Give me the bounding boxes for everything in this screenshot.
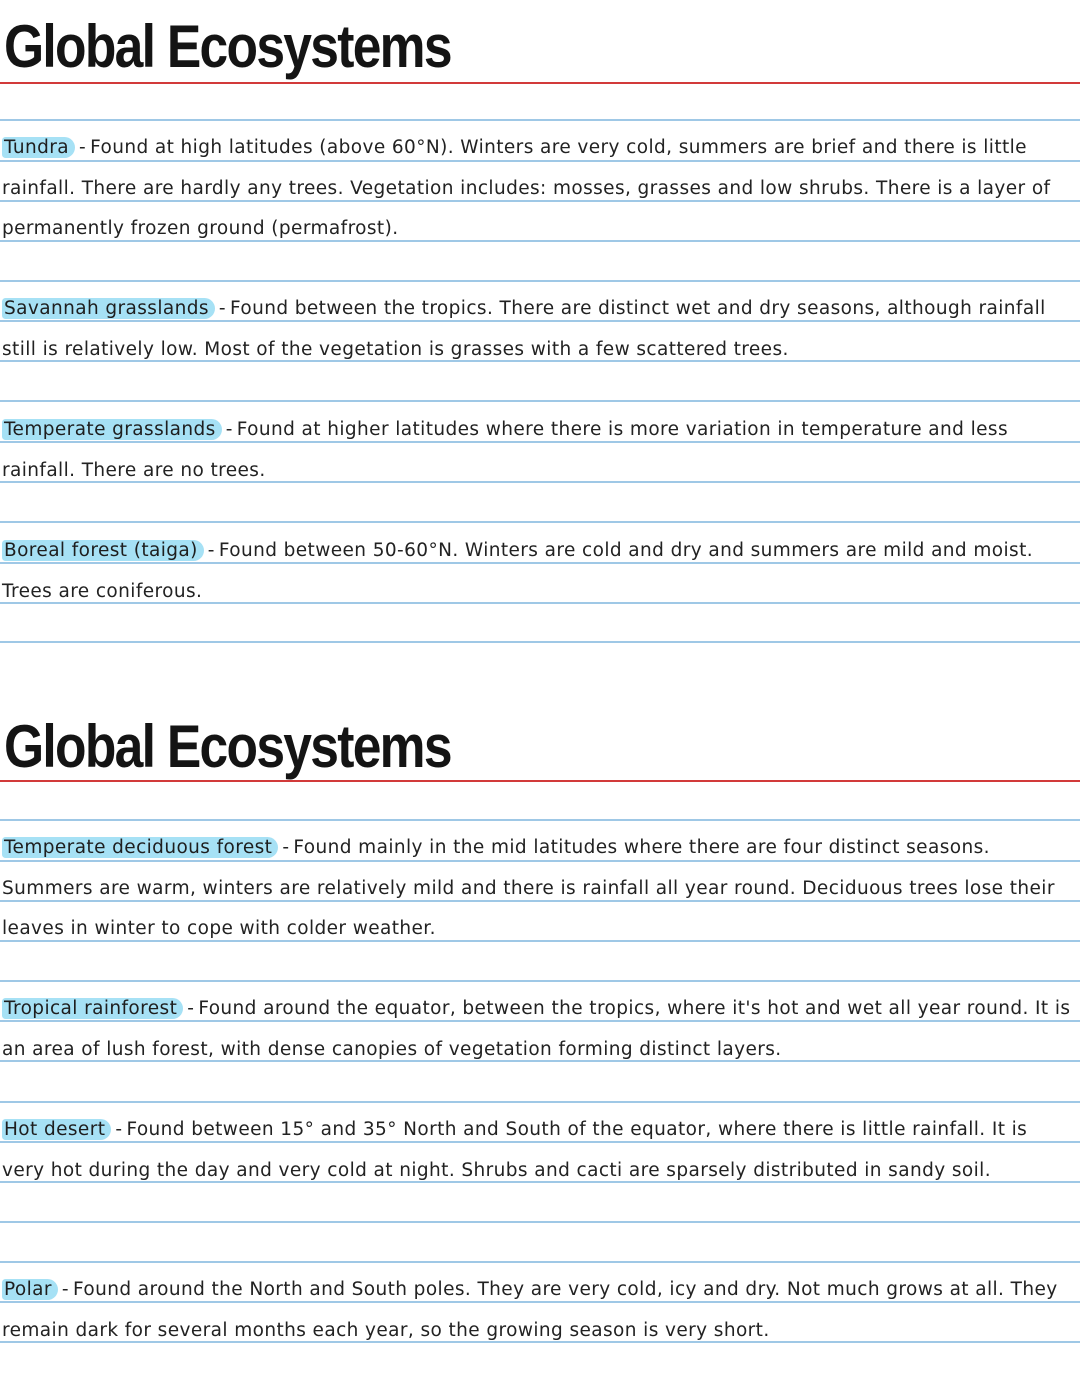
ecosystem-description: Found at high latitudes (above 60°N). Winters are very cold, summers are brief and there is little rainfall. There are hardly any trees. Vegetation includes: mosses, grasses and low shrubs. There is a layer of permanently frozen ground (permafrost). xyxy=(2,137,1051,239)
ecosystem-term: Hot desert xyxy=(2,1119,111,1140)
ecosystem-description: Found around the North and South poles. They are very cold, icy and dry. Not much grows at all. They remain dark for several months each year, so the growing season is very short. xyxy=(2,1279,1058,1341)
ecosystem-entry-savannah: Savannah grasslands - Found between the tropics. There are distinct wet and dry seasons, although rainfall still is relatively low. Most of the vegetation is grasses with a few scattered trees. xyxy=(2,298,1046,360)
ruled-line xyxy=(0,1261,1080,1263)
title-underline xyxy=(0,82,1080,84)
ecosystem-entry-temperate-deciduous-forest: Temperate deciduous forest - Found mainly in the mid latitudes where there are four distinct seasons. Summers are warm, winters are relatively mild and there is rainfall all year round. Deciduous trees lose their leaves in winter to cope with colder weather. xyxy=(2,837,1055,939)
ecosystem-term: Tropical rainforest xyxy=(2,998,183,1019)
ruled-line xyxy=(0,400,1080,402)
ecosystem-description: Found between 15° and 35° North and South of the equator, where there is little rainfall. It is very hot during the day and very cold at night. Shrubs and cacti are sparsely distributed in sandy soil. xyxy=(2,1119,1028,1181)
ruled-line xyxy=(0,119,1080,121)
page-title: Global Ecosystems xyxy=(4,713,451,780)
ruled-line xyxy=(0,521,1080,523)
ruled-line xyxy=(0,641,1080,643)
ecosystem-description: Found between 50-60°N. Winters are cold and dry and summers are mild and moist. Trees are coniferous. xyxy=(2,540,1034,602)
ruled-line xyxy=(0,1221,1080,1223)
ecosystem-description: Found around the equator, between the tropics, where it's hot and wet all year round. It is an area of lush forest, with dense canopies of vegetation forming distinct layers. xyxy=(2,998,1071,1060)
ecosystem-term: Savannah grasslands xyxy=(2,298,215,319)
ruled-line xyxy=(0,819,1080,821)
ecosystem-description: Found at higher latitudes where there is more variation in temperature and less rainfall. There are no trees. xyxy=(2,419,1008,481)
ecosystem-entry-polar: Polar - Found around the North and South poles. They are very cold, icy and dry. Not much grows at all. They remain dark for several months each year, so the growing season is very short. xyxy=(2,1279,1058,1341)
ruled-line xyxy=(0,280,1080,282)
ecosystem-description: Found between the tropics. There are distinct wet and dry seasons, although rainfall still is relatively low. Most of the vegetation is grasses with a few scattered trees. xyxy=(2,298,1046,360)
ecosystem-description: Found mainly in the mid latitudes where there are four distinct seasons. Summers are warm, winters are relatively mild and there is rainfall all year round. Deciduous trees lose their leaves in winter to cope with colder weather. xyxy=(2,837,1055,939)
ecosystem-term: Tundra xyxy=(2,137,75,158)
ecosystem-entry-boreal-forest: Boreal forest (taiga) - Found between 50-60°N. Winters are cold and dry and summers are mild and moist. Trees are coniferous. xyxy=(2,540,1034,602)
ecosystem-entry-tundra: Tundra - Found at high latitudes (above 60°N). Winters are very cold, summers are brief and there is little rainfall. There are hardly any trees. Vegetation includes: mosses, grasses and low shrubs. There is a layer of permanently frozen ground (permafrost). xyxy=(2,137,1051,239)
ecosystem-term: Boreal forest (taiga) xyxy=(2,540,204,561)
ecosystem-term: Temperate grasslands xyxy=(2,419,222,440)
ecosystem-term: Temperate deciduous forest xyxy=(2,837,278,858)
ruled-line xyxy=(0,980,1080,982)
ecosystem-entry-temperate-grasslands: Temperate grasslands - Found at higher latitudes where there is more variation in temperature and less rainfall. There are no trees. xyxy=(2,419,1008,481)
page-title: Global Ecosystems xyxy=(4,13,451,80)
ecosystem-entry-tropical-rainforest: Tropical rainforest - Found around the equator, between the tropics, where it's hot and wet all year round. It is an area of lush forest, with dense canopies of vegetation forming distinct layers. xyxy=(2,998,1071,1060)
ruled-line xyxy=(0,1101,1080,1103)
ecosystem-entry-hot-desert: Hot desert - Found between 15° and 35° North and South of the equator, where there is little rainfall. It is very hot during the day and very cold at night. Shrubs and cacti are sparsely distributed in sandy soil. xyxy=(2,1119,1028,1181)
ecosystem-term: Polar xyxy=(2,1279,58,1300)
